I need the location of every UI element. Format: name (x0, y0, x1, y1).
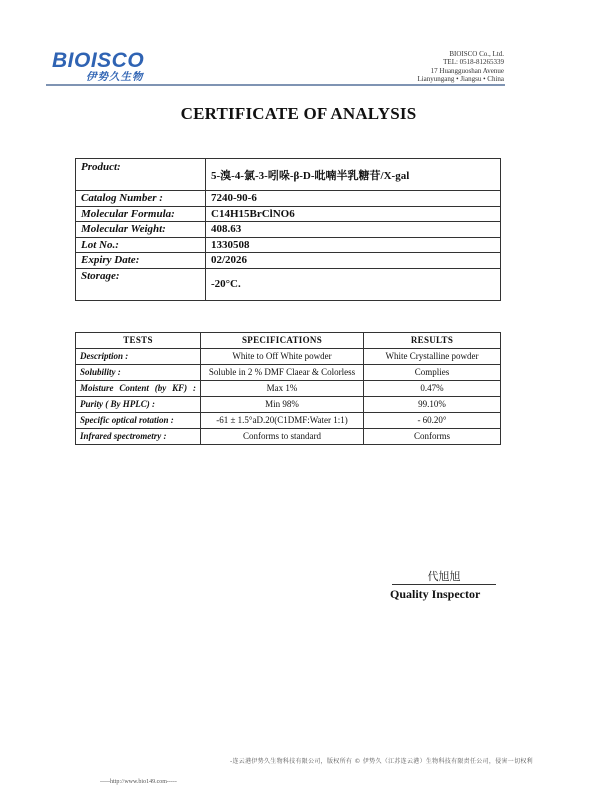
test-name: Purity ( By HPLC) : (76, 397, 201, 413)
footer-url: -----http://www.bio149.com----- (100, 779, 177, 785)
formula-label: Molecular Formula: (76, 206, 206, 222)
test-spec: Soluble in 2 % DMF Claear & Colorless (201, 365, 364, 381)
contact-phone: TEL: 0518-81265339 (443, 58, 504, 67)
test-spec: Min 98% (201, 397, 364, 413)
product-info-table (75, 158, 501, 301)
test-name: Moisture Content (by KF) : (76, 381, 201, 397)
test-name: Specific optical rotation : (76, 413, 201, 429)
letterhead (0, 0, 597, 90)
contact-city: Lianyungang • Jiangsu • China (417, 74, 504, 83)
product-row (76, 159, 501, 191)
formula-row (76, 206, 501, 222)
weight-label: Molecular Weight: (76, 222, 206, 238)
expiry-row (76, 253, 501, 269)
contact-company-name: BIOISCO Co., Ltd. (449, 50, 504, 58)
catalog-row (76, 191, 501, 207)
lot-label: Lot No.: (76, 237, 206, 253)
company-contact (417, 50, 504, 83)
header-specifications: SPECIFICATIONS (201, 333, 364, 349)
company-logo (52, 50, 144, 83)
test-result: 0.47% (364, 381, 501, 397)
test-results-table (75, 332, 501, 445)
test-spec: Conforms to standard (201, 429, 364, 445)
logo-wordmark: BIOISCO (52, 49, 145, 72)
test-result: Complies (364, 365, 501, 381)
contact-street: 17 Huangguoshan Avenue (430, 66, 504, 75)
catalog-label: Catalog Number : (76, 191, 206, 207)
header-tests: TESTS (76, 333, 201, 349)
table-row (76, 365, 501, 381)
formula-value: C14H15BrClNO6 (206, 206, 501, 222)
storage-label: Storage: (76, 268, 206, 300)
test-spec: -61 ± 1.5°aD.20(C1DMF:Water 1:1) (201, 413, 364, 429)
inspector-signature: 代旭旭 (392, 570, 496, 585)
product-label: Product: (76, 159, 206, 191)
test-spec: Max 1% (201, 381, 364, 397)
table-row (76, 349, 501, 365)
expiry-value: 02/2026 (206, 253, 501, 269)
test-result: - 60.20° (364, 413, 501, 429)
test-result: 99.10% (364, 397, 501, 413)
product-value: 5-溴-4-氯-3-吲哚-β-D-吡喃半乳糖苷/X-gal (206, 159, 501, 191)
test-result: Conforms (364, 429, 501, 445)
footer-copyright: -连云港伊势久生物科技有限公司，版权所有 © 伊势久（江苏连云港）生物科技有限责任公司，侵害一切权利 (230, 758, 533, 765)
document-title: CERTIFICATE OF ANALYSIS (180, 104, 417, 123)
test-result: White Crystalline powder (364, 349, 501, 365)
header-results: RESULTS (364, 333, 501, 349)
test-name: Solubility : (76, 365, 201, 381)
table-row (76, 397, 501, 413)
expiry-label: Expiry Date: (76, 253, 206, 269)
test-name: Description : (76, 349, 201, 365)
table-row (76, 381, 501, 397)
weight-row (76, 222, 501, 238)
weight-value: 408.63 (206, 222, 501, 238)
table-row (76, 413, 501, 429)
logo-chinese-name: 伊势久生物 (86, 71, 144, 83)
table-row (76, 429, 501, 445)
storage-row (76, 268, 501, 300)
lot-value: 1330508 (206, 237, 501, 253)
catalog-value: 7240-90-6 (206, 191, 501, 207)
storage-value: -20°C. (206, 268, 501, 300)
header-divider (46, 84, 505, 86)
inspector-title: Quality Inspector (390, 587, 481, 601)
lot-row (76, 237, 501, 253)
test-spec: White to Off White powder (201, 349, 364, 365)
test-name: Infrared spectrometry : (76, 429, 201, 445)
table-header-row (76, 333, 501, 349)
